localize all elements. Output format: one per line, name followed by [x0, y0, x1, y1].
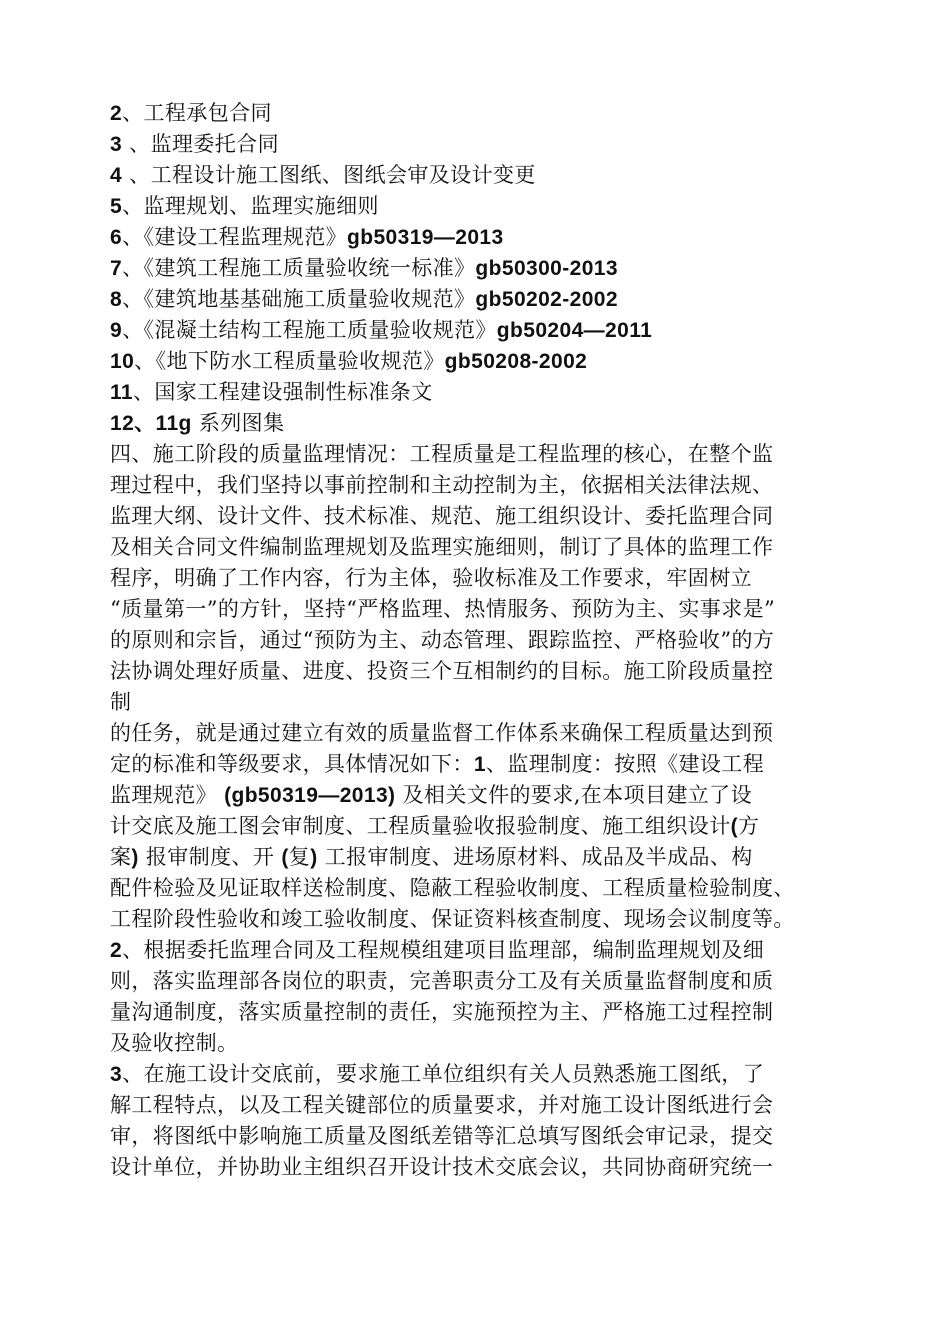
list-item-number: 7	[110, 257, 123, 280]
list-item	[110, 315, 850, 346]
paragraph-line: 解工程特点，以及工程关键部位的质量要求，并对施工设计图纸进行会	[110, 1093, 774, 1117]
standard-code: gb50319—2013	[347, 226, 504, 249]
text-run: 工报审制度、进场原材料、成品及半成品、构	[317, 845, 753, 869]
list-item	[110, 129, 850, 160]
list-item-number: 12、11g	[110, 412, 192, 435]
list-item	[110, 98, 850, 129]
paragraph-supervision-task	[110, 718, 850, 935]
paragraph-line: 则，落实监理部各岗位的职责，完善职责分工及有关质量监督制度和质	[110, 969, 774, 993]
paragraph-item-2	[110, 935, 850, 1059]
paragraph-line	[110, 1059, 850, 1090]
list-item-number: 4	[110, 164, 123, 187]
list-item-text: 、工程承包合同	[122, 101, 272, 125]
paragraph-line: 监理大纲、设计文件、技术标准、规范、施工组织设计、委托监理合同	[110, 504, 774, 528]
list-item-text: 、《混凝土结构工程施工质量验收规范》	[122, 318, 497, 342]
document-body	[110, 98, 850, 1183]
item-number: 2	[110, 939, 123, 962]
text-run: 方	[738, 814, 760, 838]
list-item-text: 、国家工程建设强制性标准条文	[133, 380, 433, 404]
paragraph-line: 理过程中，我们坚持以事前控制和主动控制为主，依据相关法律法规、	[110, 473, 774, 497]
standard-code: gb50208-2002	[444, 350, 588, 373]
paren: )	[310, 846, 318, 869]
text-run: 复	[288, 845, 311, 869]
list-item	[110, 408, 850, 439]
paragraph-line	[110, 811, 850, 842]
paragraph-item-3	[110, 1059, 850, 1183]
text-run: 计交底及施工图会审制度、工程质量验收报验制度、施工组织设计	[110, 814, 731, 838]
standard-code: gb50202-2002	[475, 288, 618, 311]
paragraph-line: 审，将图纸中影响施工质量及图纸差错等汇总填写图纸会审记录，提交	[110, 1124, 774, 1148]
text-run: 报审制度、开	[138, 845, 282, 869]
paragraph-line	[110, 780, 850, 811]
text-run: 、在施工设计交底前，要求施工单位组织有关人员熟悉施工图纸，了	[122, 1062, 765, 1086]
paragraph-line: 及验收控制。	[110, 1031, 239, 1055]
list-item	[110, 222, 850, 253]
paragraph-line: 的原则和宗旨，通过“预防为主、动态管理、跟踪监控、严格验收”的方	[110, 628, 775, 652]
list-item-text: 、《建筑工程施工质量验收统一标准》	[122, 256, 476, 280]
paragraph-line: “质量第一”的方针，坚持“严格监理、热情服务、预防为主、实事求是”	[110, 597, 776, 621]
item-number: 3	[110, 1063, 123, 1086]
list-item	[110, 253, 850, 284]
list-item-number: 2	[110, 102, 123, 125]
paragraph-line: 制	[110, 690, 132, 714]
list-item-text: 、监理规划、监理实施细则	[122, 194, 379, 218]
standard-code: (gb50319—2013)	[224, 784, 396, 807]
list-item	[110, 284, 850, 315]
paren: )	[131, 846, 139, 869]
standard-code: gb50204—2011	[496, 319, 653, 342]
paren: (	[281, 846, 289, 869]
section-quality-supervision	[110, 439, 850, 718]
paragraph-line: 程序，明确了工作内容，行为主体，验收标准及工作要求，牢固树立	[110, 566, 752, 590]
paragraph-line: 工程阶段性验收和竣工验收制度、保证资料核查制度、现场会议制度等。	[110, 907, 795, 931]
text-run: 监理规范》	[110, 783, 225, 807]
list-item	[110, 160, 850, 191]
list-item-text: 、《建设工程监理规范》	[122, 225, 347, 249]
list-item-text: 、《建筑地基基础施工质量验收规范》	[122, 287, 476, 311]
paragraph-line: 法协调处理好质量、进度、投资三个互相制约的目标。施工阶段质量控	[110, 659, 774, 683]
text-run: 、监理制度：按照《建设工程	[485, 752, 765, 776]
paragraph-line: 量沟通制度，落实质量控制的责任，实施预控为主、严格施工过程控制	[110, 1000, 774, 1024]
list-item	[110, 346, 850, 377]
reference-list	[110, 98, 850, 439]
list-item-number: 11	[110, 381, 133, 404]
paragraph-line: 及相关合同文件编制监理规划及监理实施细则，制订了具体的监理工作	[110, 535, 774, 559]
item-number: 1	[473, 753, 486, 776]
text-run: 案	[110, 845, 132, 869]
paren: (	[730, 815, 739, 838]
list-item-number: 9	[110, 319, 123, 342]
paragraph-line: 设计单位，并协助业主组织召开设计技术交底会议，共同协商研究统一	[110, 1155, 774, 1179]
list-item-number: 5	[110, 195, 123, 218]
standard-code: gb50300-2013	[475, 257, 618, 280]
list-item-text: 、监理委托合同	[122, 132, 279, 156]
paragraph-line: 四、施工阶段的质量监理情况：工程质量是工程监理的核心，在整个监	[110, 442, 774, 466]
paragraph-line	[110, 749, 850, 780]
list-item-text: 、工程设计施工图纸、图纸会审及设计变更	[122, 163, 536, 187]
text-run: 、根据委托监理合同及工程规模组建项目监理部，编制监理规划及细	[122, 938, 765, 962]
paragraph-line: 配件检验及见证取样送检制度、隐蔽工程验收制度、工程质量检验制度、	[110, 876, 795, 900]
list-item	[110, 377, 850, 408]
text-run: 及相关文件的要求,在本项目建立了设	[395, 783, 752, 807]
list-item	[110, 191, 850, 222]
list-item-number: 10	[110, 350, 135, 373]
list-item-text: 、《地下防水工程质量验收规范》	[134, 349, 445, 373]
list-item-number: 3	[110, 133, 123, 156]
list-item-number: 8	[110, 288, 123, 311]
list-item-text: 系列图集	[191, 411, 285, 435]
list-item-number: 6	[110, 226, 123, 249]
paragraph-line	[110, 842, 850, 873]
paragraph-line: 的任务，就是通过建立有效的质量监督工作体系来确保工程质量达到预	[110, 721, 774, 745]
text-run: 定的标准和等级要求，具体情况如下：	[110, 752, 474, 776]
paragraph-line	[110, 935, 850, 966]
